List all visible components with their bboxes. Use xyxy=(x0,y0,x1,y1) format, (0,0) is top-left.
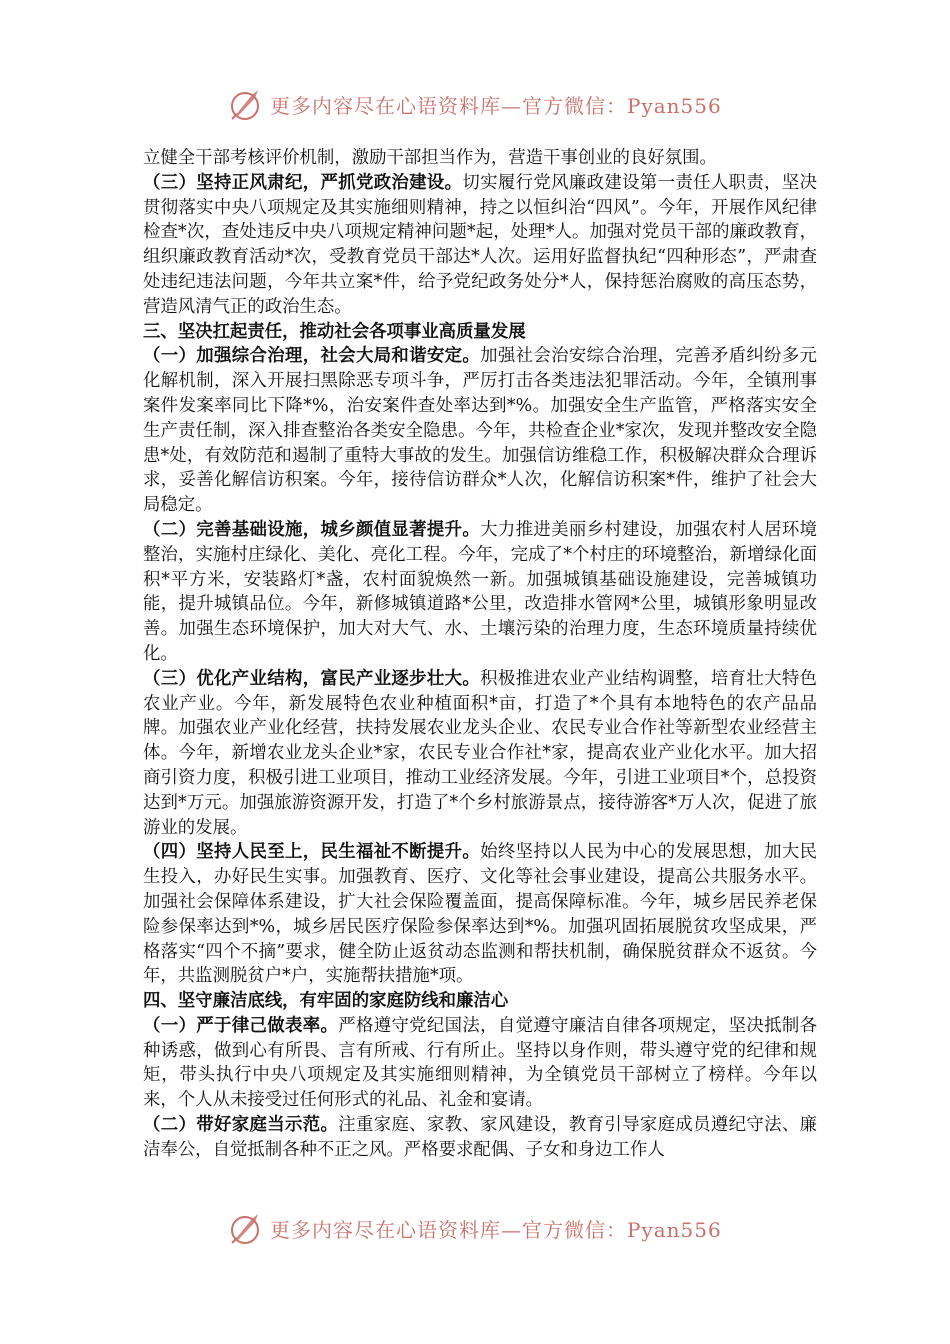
pen-logo-icon xyxy=(228,86,264,122)
section-heading-4: 四、坚守廉洁底线，有牢固的家庭防线和廉洁心 xyxy=(143,991,509,1012)
watermark-text: 更多内容尽在心语资料库—官方微信：Pyan556 xyxy=(270,93,722,118)
watermark-banner-bottom xyxy=(228,1210,728,1246)
watermark-banner-top xyxy=(228,86,728,122)
document-body xyxy=(143,146,817,1163)
pen-logo-icon xyxy=(228,1210,264,1246)
watermark-text: 更多内容尽在心语资料库—官方微信：Pyan556 xyxy=(270,1217,722,1242)
paragraph-6: （三）优化产业结构，富民产业逐步壮大。积极推进农业产业结构调整，培育壮大特色农业产业。今年，新发展特色农业种植面积*亩，打造了*个具有本地特色的农产品品牌。加强农业产业化经营，扶持发展农业龙头企业、农民专业合作社等新型农业经营主体。今年，新增农业龙头企业*家，农民专业合作社*家，提高农业产业化水平。加大招商引资力度，积极引进工业项目，推动工业经济发展。今年，引进工业项目*个，总投资达到*万元。加强旅游资源开发，打造了*个乡村旅游景点，接待游客*万人次，促进了旅游业的发展。 xyxy=(143,668,817,838)
paragraph-2: （三）坚持正风肃纪，严抓党政治建设。切实履行党风廉政建设第一责任人职责，坚决贯彻落实中央八项规定及其实施细则精神，持之以恒纠治“四风”。今年，开展作风纪律检查*次，查处违反中央八项规定精神问题*起，处理*人。加强对党员干部的廉政教育，组织廉政教育活动*次，受教育党员干部达*人次。运用好监督执纪“四种形态”，严肃查处违纪违法问题，今年共立案*件，给予党纪政务处分*人，保持惩治腐败的高压态势，营造风清气正的政治生态。 xyxy=(143,172,817,317)
paragraph-1: 立健全干部考核评价机制，激励干部担当作为，营造干事创业的良好氛围。 xyxy=(143,148,717,168)
section-heading-3: 三、坚决扛起责任，推动社会各项事业高质量发展 xyxy=(143,321,526,342)
paragraph-9: （一）严于律己做表率。严格遵守党纪国法，自觉遵守廉洁自律各项规定，坚决抵制各种诱惑，做到心有所畏、言有所戒、行有所止。坚持以身作则，带头遵守党的纪律和规矩，带头执行中央八项规定及其实施细则精神，为全镇党员干部树立了榜样。今年以来，个人从未接受过任何形式的礼品、礼金和宴请。 xyxy=(143,1015,817,1111)
paragraph-5: （二）完善基础设施，城乡颜值显著提升。大力推进美丽乡村建设，加强农村人居环境整治，实施村庄绿化、美化、亮化工程。今年，完成了*个村庄的环境整治，新增绿化面积*平方米，安装路灯*盏，农村面貌焕然一新。加强城镇基础设施建设，完善城镇功能，提升城镇品位。今年，新修城镇道路*公里，改造排水管网*公里，城镇形象明显改善。加强生态环境保护，加大对大气、水、土壤污染的治理力度，生态环境质量持续优化。 xyxy=(143,519,817,664)
paragraph-4: （一）加强综合治理，社会大局和谐安定。加强社会治安综合治理，完善矛盾纠纷多元化解机制，深入开展扫黑除恶专项斗争，严厉打击各类违法犯罪活动。今年，全镇刑事案件发案率同比下降*%，治安案件查处率达到*%。加强安全生产监管，严格落实安全生产责任制，深入排查整治各类安全隐患。今年，共检查企业*家次，发现并整改安全隐患*处，有效防范和遏制了重特大事故的发生。加强信访维稳工作，积极解决群众合理诉求，妥善化解信访积案。今年，接待信访群众*人次，化解信访积案*件，维护了社会大局稳定。 xyxy=(143,346,817,516)
paragraph-10: （二）带好家庭当示范。注重家庭、家教、家风建设，教育引导家庭成员遵纪守法、廉洁奉公，自觉抵制各种不正之风。严格要求配偶、子女和身边工作人 xyxy=(143,1115,817,1160)
paragraph-7: （四）坚持人民至上，民生福祉不断提升。始终坚持以人民为中心的发展思想，加大民生投入，办好民生实事。加强教育、医疗、文化等社会事业建设，提高公共服务水平。加强社会保障体系建设，扩大社会保险覆盖面，提高保障标准。今年，城乡居民养老保险参保率达到*%，城乡居民医疗保险参保率达到*%。加强巩固拓展脱贫攻坚成果，严格落实“四个不摘”要求，健全防止返贫动态监测和帮扶机制，确保脱贫群众不返贫。今年，共监测脱贫户*户，实施帮扶措施*项。 xyxy=(143,842,817,987)
